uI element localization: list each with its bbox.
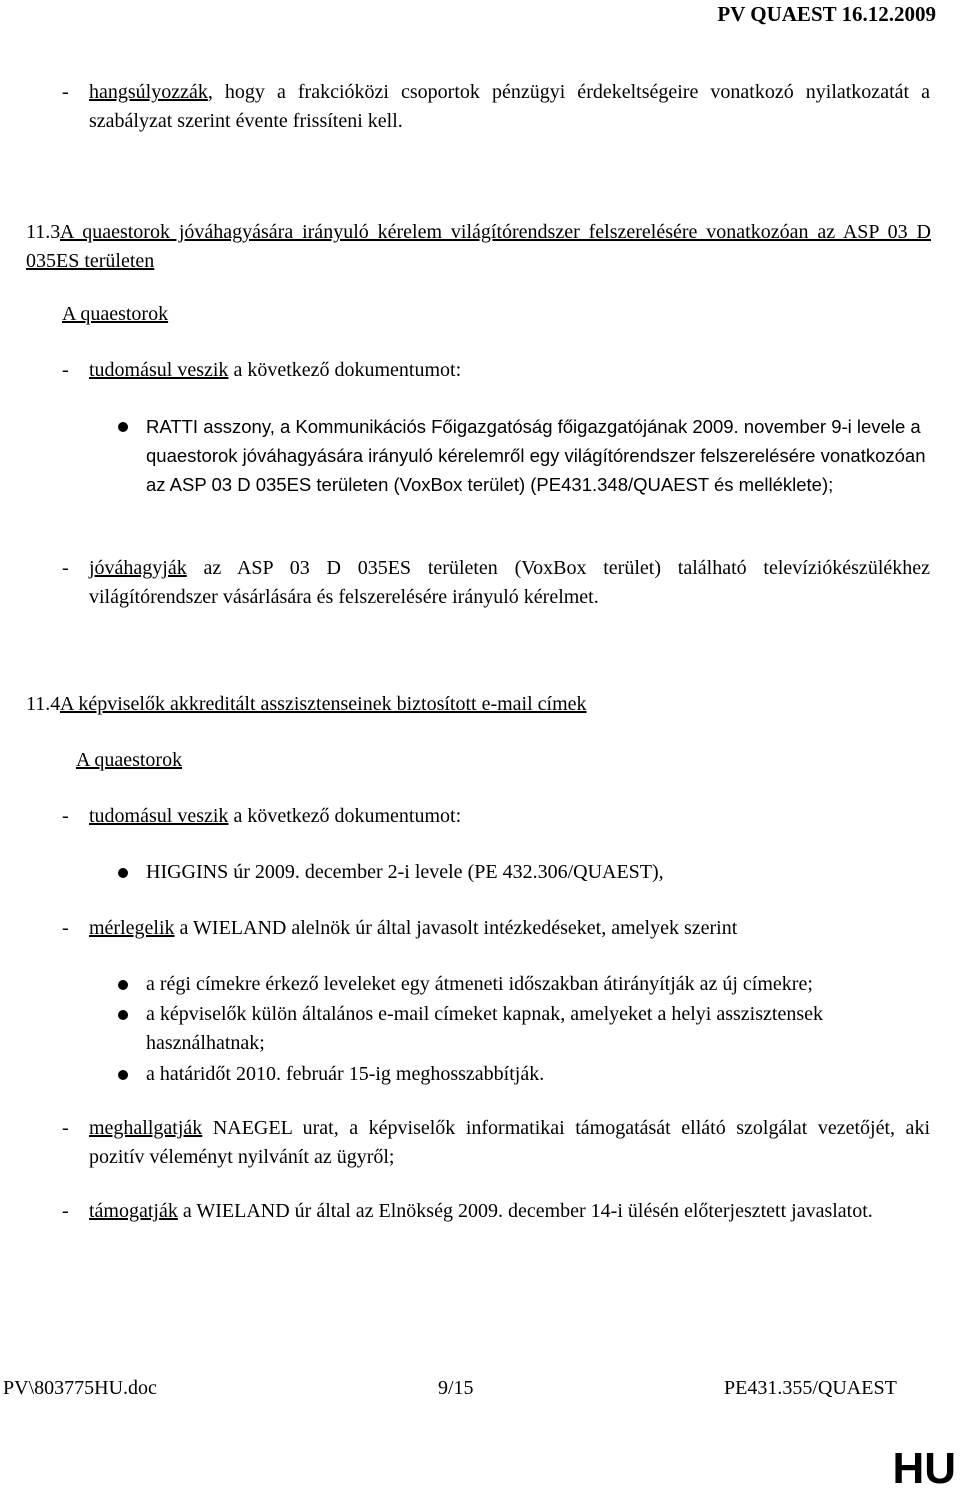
document-header: PV QUAEST 16.12.2009 [717, 2, 936, 26]
pe-reference: PE431.355/QUAEST [724, 1377, 897, 1399]
page-number: 9/15 [438, 1377, 474, 1399]
item-hear [62, 1114, 930, 1172]
section-title: A képviselők akkreditált asszisztenseinek biztosított e-mail címek [60, 693, 587, 715]
dash-marker: - [62, 805, 69, 827]
intro-item [62, 78, 930, 136]
bullet-icon [118, 422, 128, 432]
section-heading-11-4 [26, 690, 931, 719]
section-number: 11.4 [26, 693, 61, 715]
bullet-icon [118, 868, 128, 878]
dash-marker: - [62, 81, 69, 103]
subject-text: A quaestorok [62, 303, 169, 325]
action-verb: tudomásul veszik [89, 359, 229, 381]
bullet-text: a régi címekre érkező leveleket egy átmeneti időszakban átirányítják az új címekre; [146, 973, 813, 995]
doc-reference: PV\803775HU.doc [3, 1377, 157, 1399]
bullet-icon [118, 1070, 128, 1080]
bullet-item [118, 970, 930, 999]
item-note [62, 802, 930, 831]
subject-text: A quaestorok [76, 749, 183, 771]
subject-label [76, 746, 944, 775]
bullet-text: HIGGINS úr 2009. december 2-i levele (PE 432.306/QUAEST), [146, 861, 664, 883]
item-support [62, 1197, 930, 1226]
bullet-icon [118, 980, 128, 990]
action-verb: mérlegelik [89, 917, 175, 939]
item-text: a WIELAND alelnök úr által javasolt intézkedéseket, amelyek szerint [174, 917, 738, 939]
dash-marker: - [62, 1117, 69, 1139]
section-heading-11-3 [26, 218, 931, 276]
dash-marker: - [62, 1200, 69, 1222]
section-title: A quaestorok jóváhagyására irányuló kérelem világítórendszer felszerelésére vonatkozóan az ASP 03 D 035ES területen [26, 221, 931, 272]
bullet-item [118, 1060, 930, 1089]
bullet-item [118, 1000, 930, 1058]
item-text: a WIELAND úr által az Elnökség 2009. december 14-i ülésén előterjesztett javaslatot. [177, 1200, 873, 1222]
bullet-item [118, 858, 930, 887]
section-number: 11.3 [26, 221, 61, 243]
item-text: NAEGEL urat, a képviselők informatikai támogatását ellátó szolgálat vezetőjét, aki pozitív véleményt nyilvánít az ügyről; [89, 1117, 930, 1168]
bullet-item [118, 412, 930, 499]
item-text: az ASP 03 D 035ES területen (VoxBox terület) található televíziókészülékhez világítórendszer vásárlására és felszerelésére irányuló kérelmet. [89, 557, 930, 608]
item-text: a következő dokumentumot: [228, 805, 462, 827]
dash-marker: - [62, 917, 69, 939]
action-verb: támogatják [89, 1200, 178, 1222]
action-verb: meghallgatják [89, 1117, 203, 1139]
item-note [62, 356, 930, 385]
language-code: HU [892, 1444, 956, 1493]
dash-marker: - [62, 359, 69, 381]
item-approve [62, 554, 930, 612]
action-verb: jóváhagyják [89, 557, 187, 579]
bullet-text: RATTI asszony, a Kommunikációs Főigazgatóság főigazgatójának 2009. november 9-i levele a quaestorok jóváhagyására irányuló kérelemről egy világítórendszer felszerelésére vonatkozóan az ASP 03 D 035ES területen (VoxBox terület) (PE431.348/QUAEST és melléklete); [146, 416, 926, 495]
dash-marker: - [62, 557, 69, 579]
bullet-text: a képviselők külön általános e-mail címeket kapnak, amelyeket a helyi asszisztensek használhatnak; [146, 1003, 823, 1054]
action-verb: hangsúlyozzák [89, 81, 208, 103]
action-verb: tudomásul veszik [89, 805, 229, 827]
item-consider [62, 914, 930, 943]
bullet-icon [118, 1010, 128, 1020]
item-text: a következő dokumentumot: [228, 359, 462, 381]
item-text: , hogy a frakcióközi csoportok pénzügyi érdekeltségeire vonatkozó nyilatkozatát a szabályzat szerint évente frissíteni kell. [89, 81, 930, 132]
subject-label [62, 300, 930, 329]
bullet-text: a határidőt 2010. február 15-ig meghosszabbítják. [146, 1063, 545, 1085]
